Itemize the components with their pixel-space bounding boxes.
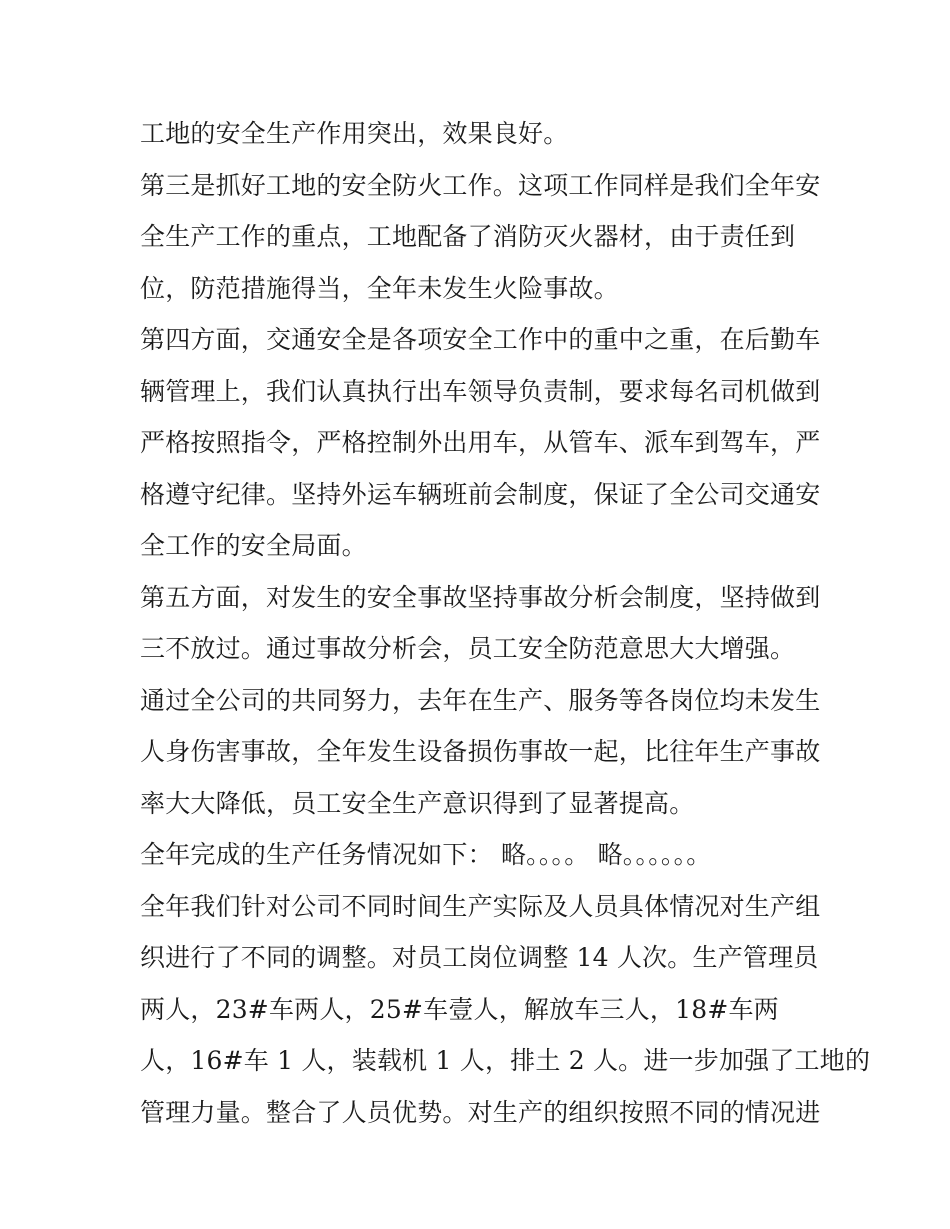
text-line: 织进行了不同的调整。对员工岗位调整 14 人次。生产管理员 xyxy=(140,943,819,972)
text-line: 第四方面，交通安全是各项安全工作中的重中之重，在后勤车 xyxy=(140,325,821,354)
text-line: 全年我们针对公司不同时间生产实际及人员具体情况对生产组 xyxy=(140,891,821,921)
text-line: 全工作的安全局面。 xyxy=(140,531,367,560)
body-text xyxy=(140,108,871,1138)
text-line: 人，16#车 1 人，装载机 1 人，排土 2 人。进一步加强了工地的 xyxy=(140,1046,871,1075)
text-line: 工地的安全生产作用突出，效果良好。 xyxy=(140,119,569,148)
text-line: 辆管理上，我们认真执行出车领导负责制，要求每名司机做到 xyxy=(140,376,821,406)
text-line: 率大大降低，员工安全生产意识得到了显著提高。 xyxy=(140,788,695,818)
text-line: 通过全公司的共同努力，去年在生产、服务等各岗位均未发生 xyxy=(140,685,821,715)
text-line: 全生产工作的重点，工地配备了消防灭火器材，由于责任到 xyxy=(140,222,796,251)
text-line: 格遵守纪律。坚持外运车辆班前会制度，保证了全公司交通安 xyxy=(140,479,821,509)
text-line: 第五方面，对发生的安全事故坚持事故分析会制度，坚持做到 xyxy=(140,582,821,612)
text-line: 人身伤害事故，全年发生设备损伤事故一起，比往年生产事故 xyxy=(140,737,821,766)
text-line: 位，防范措施得当，全年未发生火险事故。 xyxy=(140,273,619,303)
text-line: 管理力量。整合了人员优势。对生产的组织按照不同的情况进 xyxy=(140,1097,821,1127)
text-line: 全年完成的生产任务情况如下： 略。。。。 略。。。。。。 xyxy=(140,840,712,869)
text-line: 两人，23#车两人，25#车壹人，解放车三人，18#车两 xyxy=(140,994,779,1024)
text-line: 第三是抓好工地的安全防火工作。这项工作同样是我们全年安 xyxy=(140,170,821,200)
text-line: 严格按照指令，严格控制外出用车，从管车、派车到驾车，严 xyxy=(140,428,821,457)
text-line: 三不放过。通过事故分析会，员工安全防范意思大大增强。 xyxy=(140,634,796,663)
